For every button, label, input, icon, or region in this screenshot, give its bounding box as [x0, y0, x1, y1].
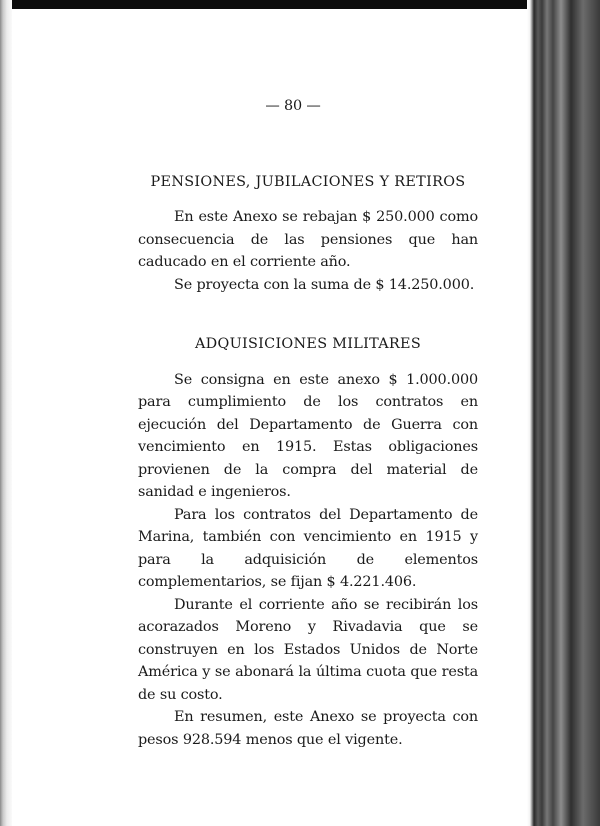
section-body-pensiones [138, 206, 478, 296]
page-number: — 80 — [265, 98, 321, 114]
paragraph: En resumen, este Anexo se proyecta con pesos 928.594 menos que el vigente. [138, 709, 478, 748]
section-body-adquisiciones [138, 369, 478, 752]
scan-top-border [0, 0, 600, 9]
paragraph: Para los contratos del Departamento de Marina, también con vencimiento en 1915 y para la adquisición de elementos complementarios, se fijan $ 4.221.406. [138, 506, 478, 590]
paragraph: Se proyecta con la suma de $ 14.250.000. [174, 276, 475, 293]
scan-right-edge [527, 0, 600, 826]
scan-left-edge [0, 0, 12, 826]
document-page [138, 95, 478, 751]
section-title-adquisiciones: ADQUISICIONES MILITARES [194, 336, 422, 352]
paragraph: Durante el corriente año se recibirán los acorazados Moreno y Rivadavia que se construyen en los Estados Unidos de Norte América y se abonará la última cuota que resta de su costo. [138, 596, 478, 703]
section-title-pensiones: PENSIONES, JUBILACIONES Y RETIROS [150, 173, 466, 190]
paragraph: Se consigna en este anexo $ 1.000.000 para cumplimiento de los contratos en ejecución del Departamento de Guerra con vencimiento en 1915. Estas obligaciones provienen de la compra del material de sanidad e ingenieros. [138, 371, 478, 500]
paragraph: En este Anexo se rebajan $ 250.000 como consecuencia de las pensiones que han caducado en el corriente año. [138, 209, 478, 270]
